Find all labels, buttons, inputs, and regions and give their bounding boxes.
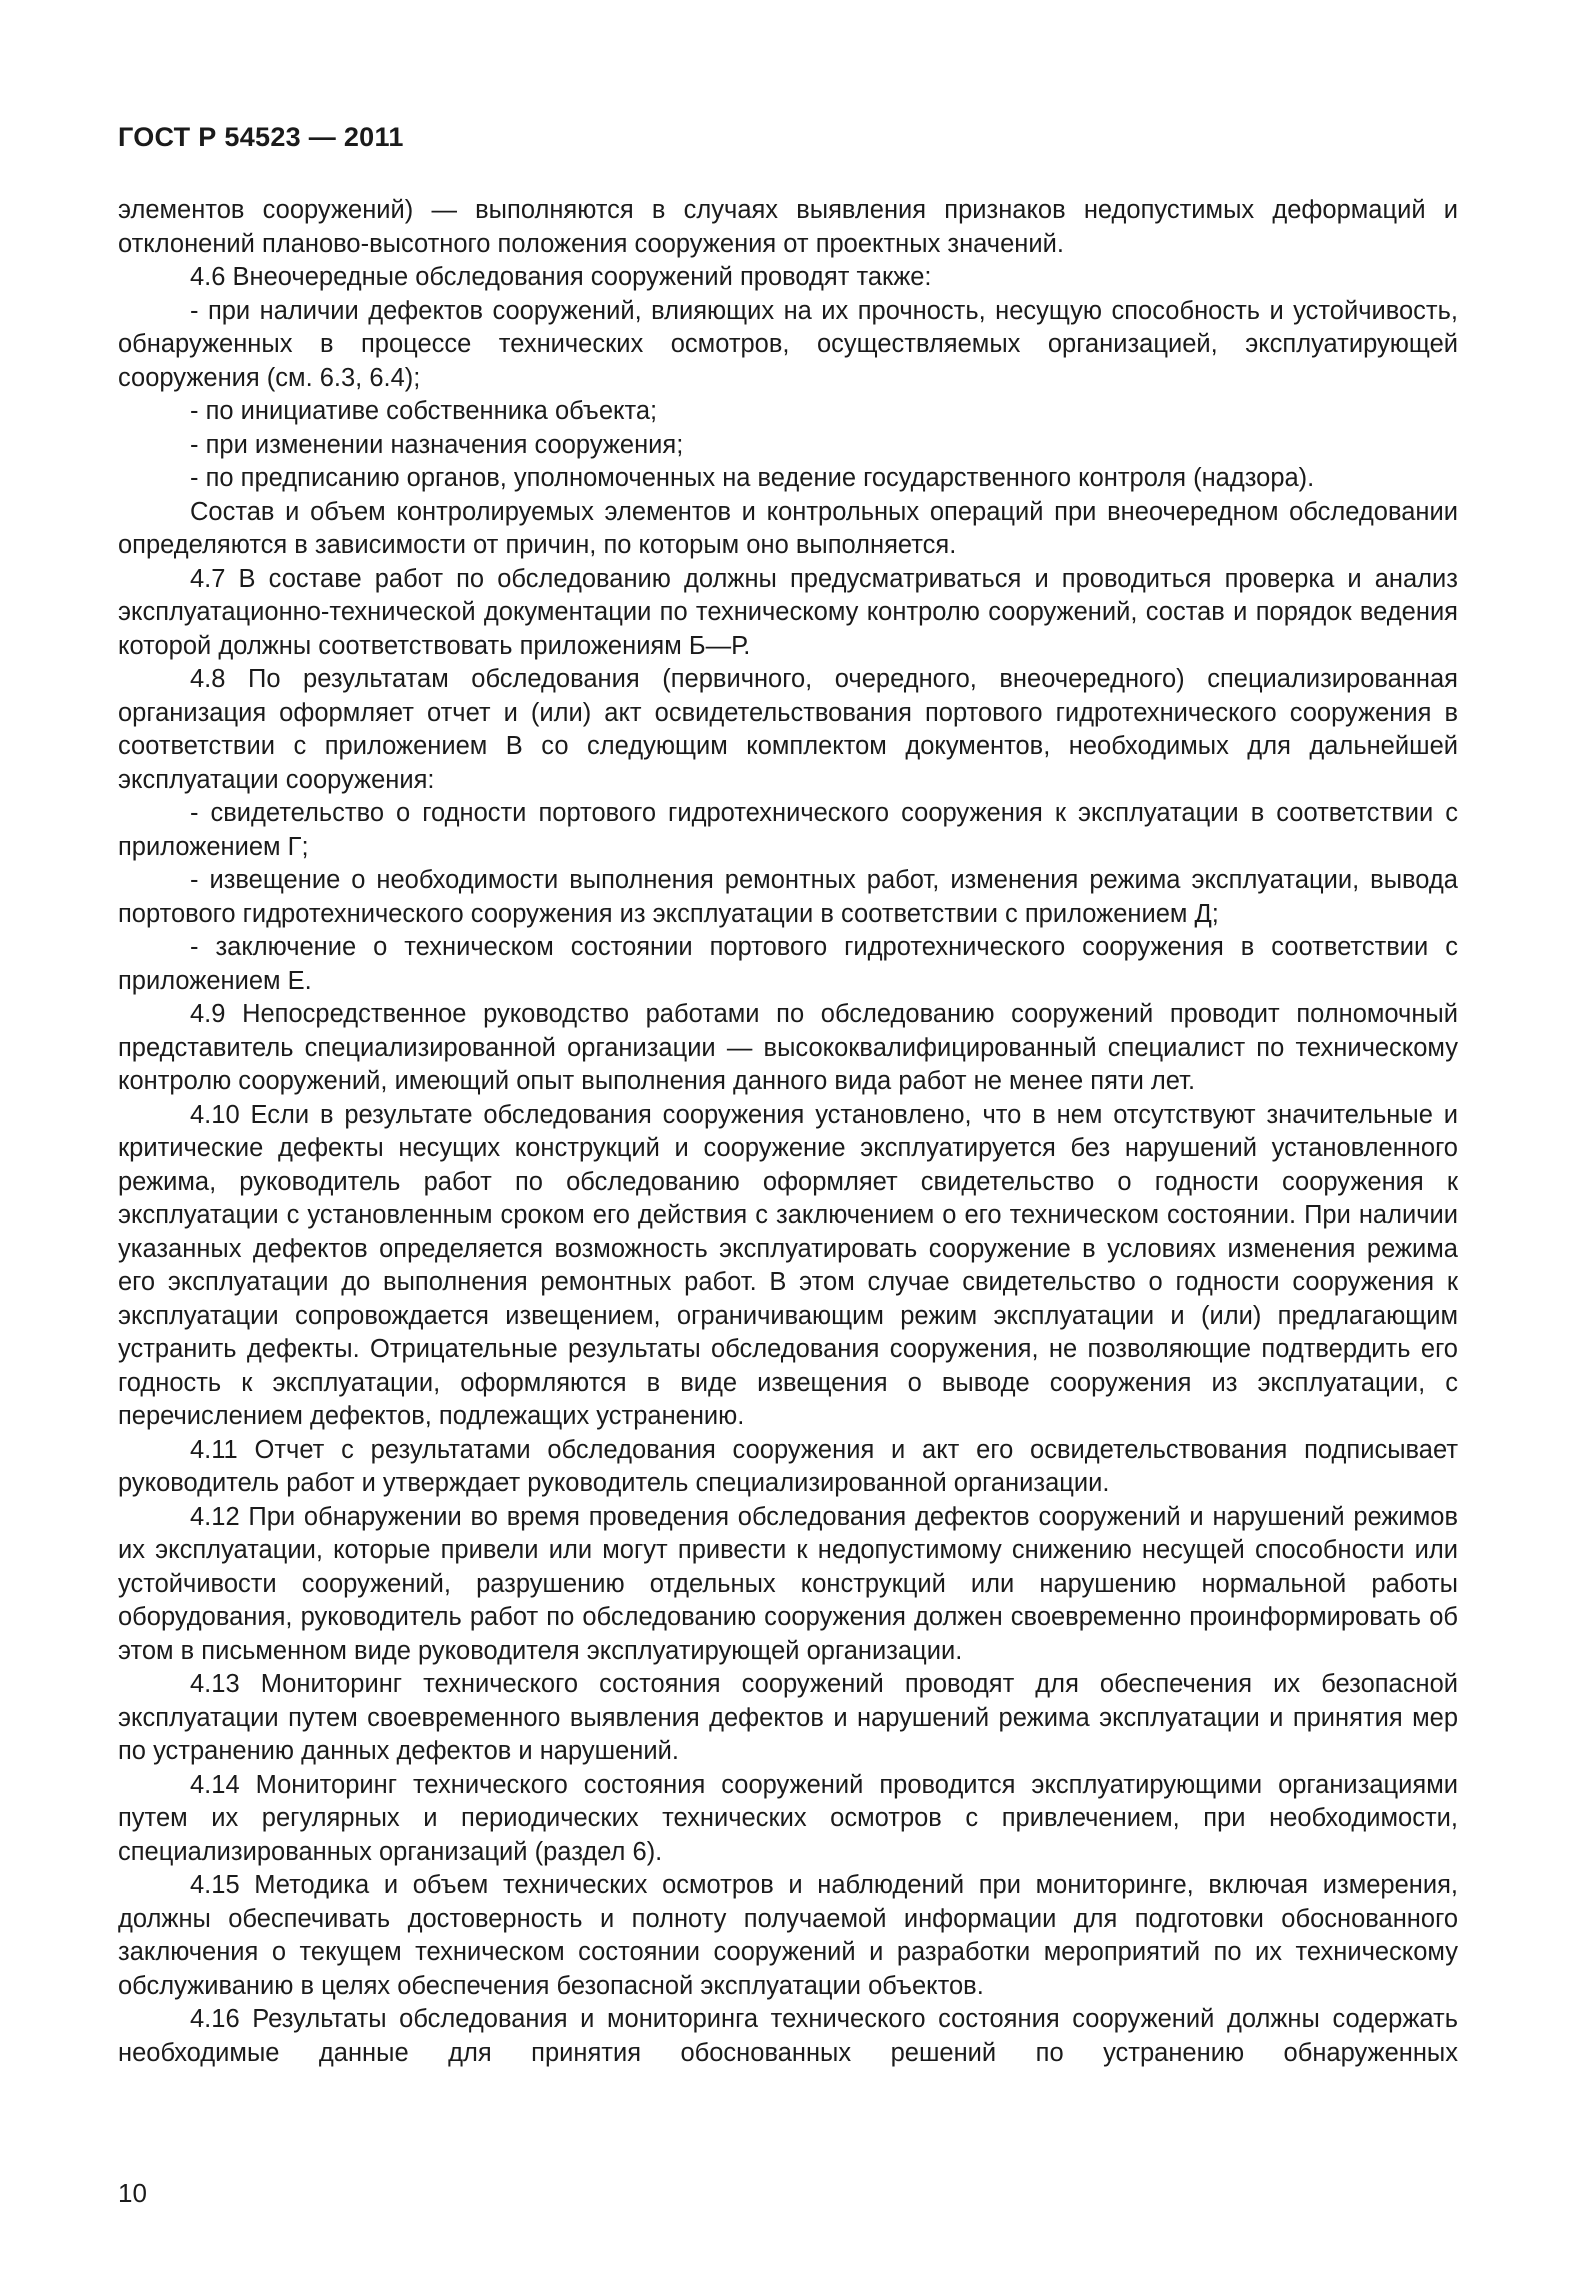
paragraph-scope: Состав и объем контролируемых элементов и контрольных операций при внеочередном обследовании определяются в зависимости от причин, по которым оно выполняется. bbox=[118, 497, 1458, 559]
list-item-defects: - при наличии дефектов сооружений, влияющих на их прочность, несущую способность и устойчивость, обнаруженных в процессе технических осмотров, осуществляемых организацией, эксплуатирующей сооружения (см. 6.3, 6.4); bbox=[118, 296, 1458, 392]
list-item-purpose-change: - при изменении назначения сооружения; bbox=[190, 430, 684, 459]
list-item-conclusion: - заключение о техническом состоянии портового гидротехнического сооружения в соответствии с приложением Е. bbox=[118, 933, 1458, 995]
paragraph-4-7: 4.7 В составе работ по обследованию должны предусматриваться и проводиться проверка и анализ эксплуатационно-технической документации по техническому контролю сооружений, состав и порядок ведения которой должны соответствовать приложениям Б—Р. bbox=[118, 564, 1458, 660]
paragraph-4-9: 4.9 Непосредственное руководство работами по обследованию сооружений проводит полномочный представитель специализированной организации — высококвалифицированный специалист по техническому контролю сооружений, имеющий опыт выполнения данного вида работ не менее пяти лет. bbox=[118, 1000, 1458, 1095]
paragraph-4-14: 4.14 Мониторинг технического состояния сооружений проводится эксплуатирующими организациями путем их регулярных и периодических технических осмотров с привлечением, при необходимости, специализированных организаций (раздел 6). bbox=[118, 1770, 1458, 1866]
paragraph-4-11: 4.11 Отчет с результатами обследования сооружения и акт его освидетельствования подписывает руководитель работ и утверждает руководитель специализированной организации. bbox=[118, 1435, 1458, 1497]
paragraph-4-8: 4.8 По результатам обследования (первичного, очередного, внеочередного) специализированная организация оформляет отчет и (или) акт освидетельствования портового гидротехнического сооружения в соответствии с приложением В со следующим комплектом документов, необходимых для дальнейшей эксплуатации сооружения: bbox=[118, 665, 1458, 794]
paragraph-4-15: 4.15 Методика и объем технических осмотров и наблюдений при мониторинге, включая измерения, должны обеспечивать достоверность и полноту получаемой информации для подготовки обоснованного заключения о текущем техническом состоянии сооружений и разработки мероприятий по их техническому обслуживанию в целях обеспечения безопасной эксплуатации объектов. bbox=[118, 1871, 1458, 2000]
paragraph-continuation: элементов сооружений) — выполняются в случаях выявления признаков недопустимых деформаций и отклонений планово-высотного положения сооружения от проектных значений. bbox=[118, 196, 1458, 258]
paragraph-4-10: 4.10 Если в результате обследования сооружения установлено, что в нем отсутствуют значительные и критические дефекты несущих конструкций и сооружение эксплуатируется без нарушений установленного режима, руководитель работ по обследованию оформляет свидетельство о годности сооружения к эксплуатации с установленным сроком его действия с заключением о его техническом состоянии. При наличии указанных дефектов определяется возможность эксплуатировать сооружение в условиях изменения режима его эксплуатации до выполнения ремонтных работ. В этом случае свидетельство о годности сооружения к эксплуатации сопровождается извещением, ограничивающим режим эксплуатации и (или) предлагающим устранить дефекты. Отрицательные результаты обследования сооружения, не позволяющие подтвердить его годность к эксплуатации, оформляются в виде извещения о выводе сооружения из эксплуатации, с перечислением дефектов, подлежащих устранению. bbox=[118, 1100, 1458, 1430]
list-item-certificate: - свидетельство о годности портового гидротехнического сооружения к эксплуатации в соответствии с приложением Г; bbox=[118, 799, 1458, 861]
paragraph-4-6: 4.6 Внеочередные обследования сооружений проводят также: bbox=[190, 263, 932, 291]
list-item-owner-initiative: - по инициативе собственника объекта; bbox=[190, 397, 658, 425]
paragraph-4-16: 4.16 Результаты обследования и мониторинга технического состояния сооружений должны содержать необходимые данные для принятия обоснованных решений по устранению обнаруженных bbox=[118, 2005, 1458, 2067]
page-number: 10 bbox=[118, 2178, 147, 2208]
document-body bbox=[118, 194, 1458, 2070]
page-header-standard-number: ГОСТ Р 54523 — 2011 bbox=[118, 122, 404, 152]
list-item-authority-order: - по предписанию органов, уполномоченных на ведение государственного контроля (надзора). bbox=[190, 464, 1315, 492]
paragraph-4-12: 4.12 При обнаружении во время проведения обследования дефектов сооружений и нарушений режимов их эксплуатации, которые привели или могут привести к недопустимому снижению несущей способности или устойчивости сооружений, разрушению отдельных конструкций или нарушению нормальной работы оборудования, руководитель работ по обследованию сооружения должен своевременно проинформировать об этом в письменном виде руководителя эксплуатирующей организации. bbox=[118, 1502, 1458, 1665]
paragraph-4-13: 4.13 Мониторинг технического состояния сооружений проводят для обеспечения их безопасной эксплуатации путем своевременного выявления дефектов и нарушений режима эксплуатации и принятия мер по устранению данных дефектов и нарушений. bbox=[118, 1670, 1458, 1765]
list-item-notice: - извещение о необходимости выполнения ремонтных работ, изменения режима эксплуатации, вывода портового гидротехнического сооружения из эксплуатации в соответствии с приложением Д; bbox=[118, 866, 1458, 928]
